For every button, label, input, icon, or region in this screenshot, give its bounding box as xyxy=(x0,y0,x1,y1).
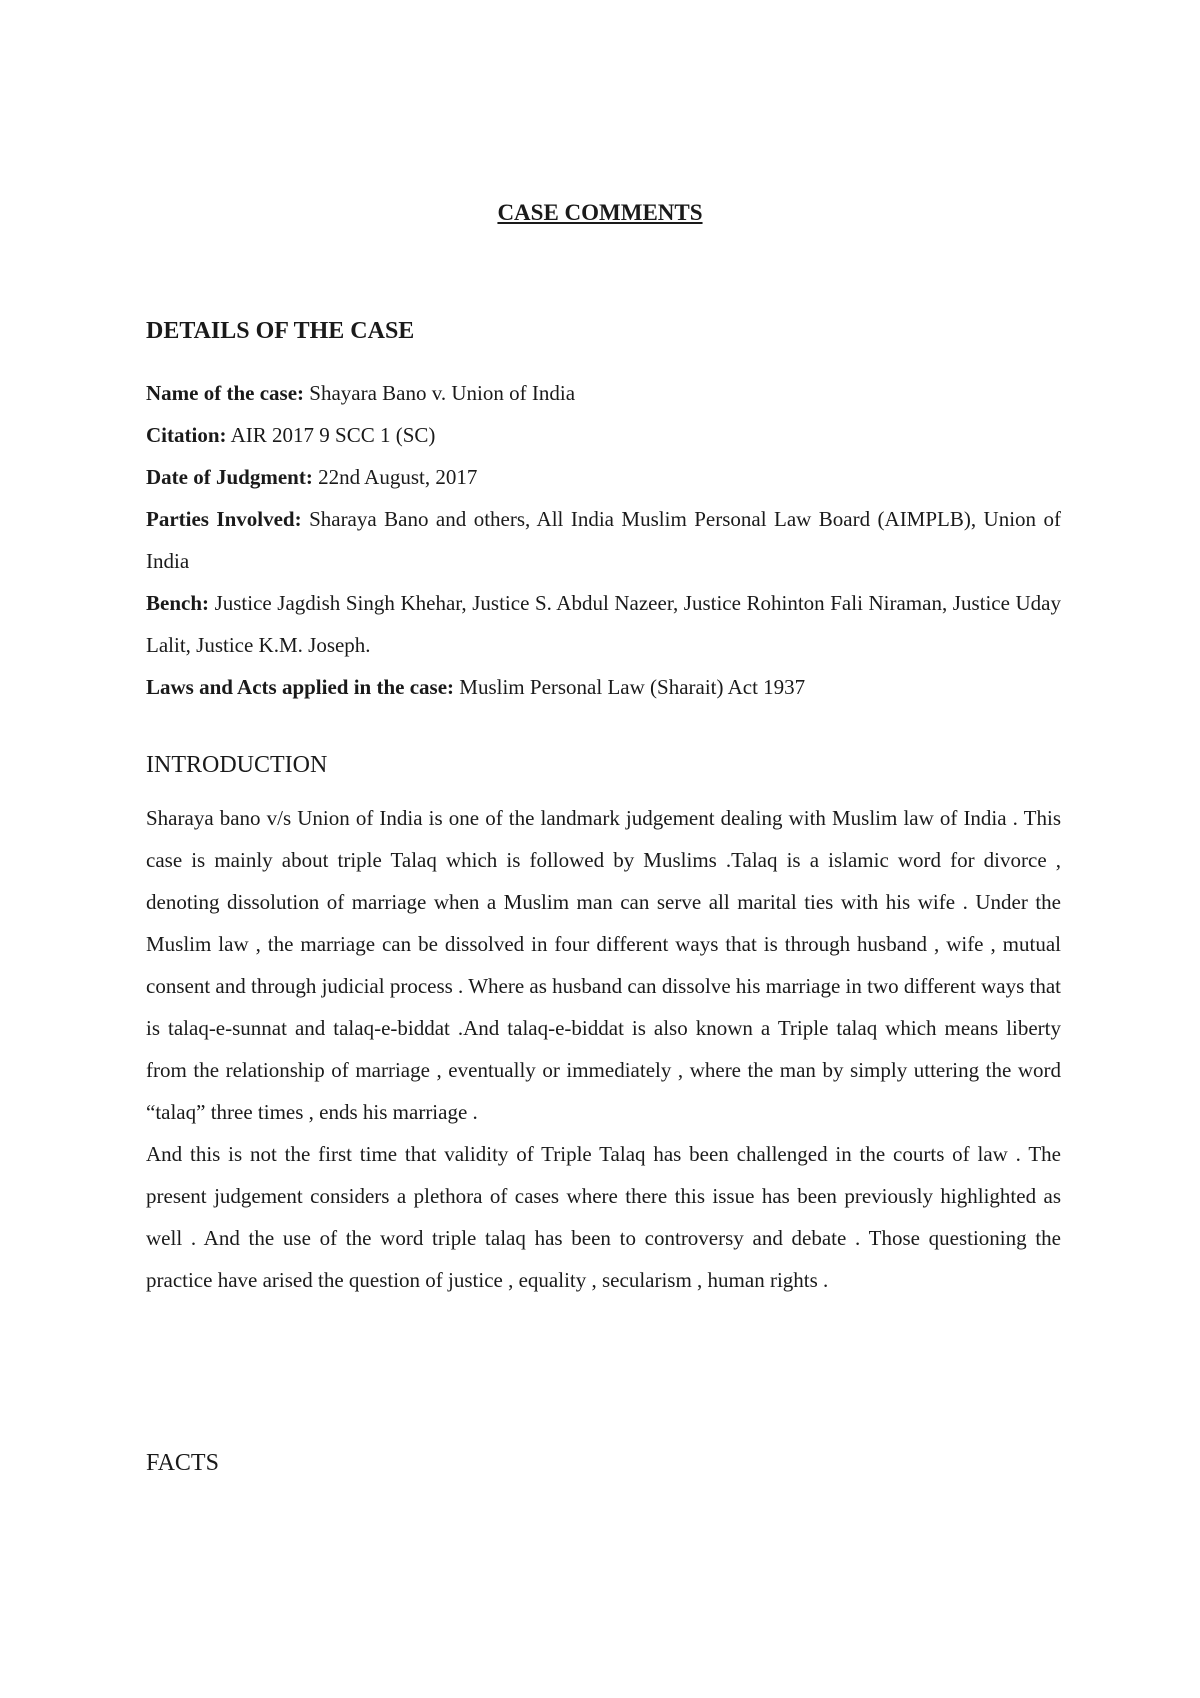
detail-value: 22nd August, 2017 xyxy=(318,465,478,489)
introduction-heading: INTRODUCTION xyxy=(146,752,328,778)
detail-value: Shayara Bano v. Union of India xyxy=(309,381,576,405)
detail-value: Justice Jagdish Singh Khehar, Justice S. Abdul Nazeer, Justice Rohinton Fali Niraman, Justice Uday Lalit, Justice K.M. Joseph. xyxy=(146,591,1061,657)
detail-laws-acts xyxy=(146,666,1061,708)
detail-label: Bench: xyxy=(146,591,209,615)
detail-judgment-date xyxy=(146,456,1061,498)
introduction-paragraph: And this is not the first time that validity of Triple Talaq has been challenged in the courts of law . The present judgement considers a plethora of cases where there this issue has been previously highlighted as well . And the use of the word triple talaq has been to controversy and debate . Those questioning the practice have arised the question of justice , equality , secularism , human rights . xyxy=(146,1142,1061,1292)
detail-label: Parties Involved: xyxy=(146,507,302,531)
facts-heading: FACTS xyxy=(146,1450,219,1476)
details-heading: DETAILS OF THE CASE xyxy=(146,318,415,344)
introduction-body xyxy=(146,797,1061,1301)
detail-value: Sharaya Bano and others, All India Muslim Personal Law Board (AIMPLB), Union of India xyxy=(146,507,1062,573)
detail-label: Citation: xyxy=(146,423,227,447)
detail-label: Date of Judgment: xyxy=(146,465,313,489)
detail-label: Laws and Acts applied in the case: xyxy=(146,675,455,699)
detail-case-name xyxy=(146,372,1061,414)
detail-value: AIR 2017 9 SCC 1 (SC) xyxy=(230,423,436,447)
case-details xyxy=(146,372,1061,708)
introduction-paragraph: Sharaya bano v/s Union of India is one of the landmark judgement dealing with Muslim law of India . This case is mainly about triple Talaq which is followed by Muslims .Talaq is a islamic word for divorce , denoting dissolution of marriage when a Muslim man can serve all marital ties with his wife . Under the Muslim law , the marriage can be dissolved in four different ways that is through husband , wife , mutual consent and through judicial process . Where as husband can dissolve his marriage in two different ways that is talaq-e-sunnat and talaq-e-biddat .And talaq-e-biddat is also known a Triple talaq which means liberty from the relationship of marriage , eventually or immediately , where the man by simply uttering the word “talaq” three times , ends his marriage . xyxy=(146,806,1061,1124)
detail-citation xyxy=(146,414,1061,456)
detail-parties xyxy=(146,498,1061,582)
detail-bench xyxy=(146,582,1061,666)
detail-value: Muslim Personal Law (Sharait) Act 1937 xyxy=(459,675,806,699)
document-title: CASE COMMENTS xyxy=(497,200,703,225)
detail-label: Name of the case: xyxy=(146,381,305,405)
